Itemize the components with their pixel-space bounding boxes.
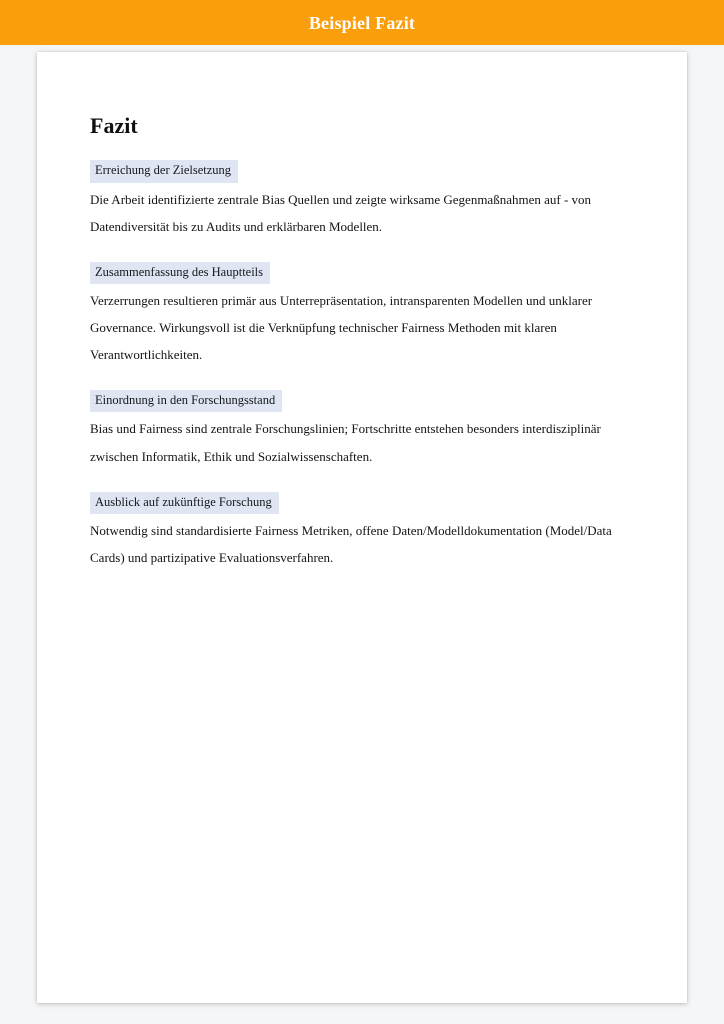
section-ausblick-auf-zukuenftige-forschung: [90, 492, 644, 571]
section-label: Zusammenfassung des Hauptteils: [90, 262, 270, 284]
section-paragraph: Bias und Fairness sind zentrale Forschungslinien; Fortschritte entstehen besonders interdisziplinär zwischen Informatik, Ethik und Sozialwissenschaften.: [90, 421, 601, 464]
app-title: Beispiel Fazit: [308, 12, 416, 33]
section-label-wrapper: [90, 160, 644, 182]
section-label-wrapper: [90, 492, 644, 514]
section-erreichung-der-zielsetzung: [90, 160, 644, 239]
page-title: Fazit: [90, 113, 138, 138]
section-label: Ausblick auf zukünftige Forschung: [90, 492, 279, 514]
document-page-card: [37, 52, 687, 1003]
section-paragraph: Die Arbeit identifizierte zentrale Bias Quellen und zeigte wirksame Gegenmaßnahmen auf - von Datendiversität bis zu Audits und erklärbaren Modellen.: [90, 191, 592, 234]
section-label-wrapper: [90, 262, 644, 284]
section-einordnung-in-den-forschungsstand: [90, 390, 644, 469]
section-zusammenfassung-des-hauptteils: [90, 262, 644, 368]
section-paragraph: Verzerrungen resultieren primär aus Unterrepräsentation, intransparenten Modellen und unklarer Governance. Wirkungsvoll ist die Verknüpfung technischer Fairness Methoden mit klaren Verantwortlichkeiten.: [90, 293, 593, 363]
document-content: [90, 114, 644, 571]
section-label-wrapper: [90, 390, 644, 412]
section-label: Einordnung in den Forschungsstand: [90, 390, 282, 412]
section-label: Erreichung der Zielsetzung: [90, 160, 238, 182]
app-header-bar: [0, 0, 724, 45]
section-paragraph: Notwendig sind standardisierte Fairness Metriken, offene Daten/Modelldokumentation (Model/Data Cards) und partizipative Evaluationsverfahren.: [90, 522, 612, 565]
